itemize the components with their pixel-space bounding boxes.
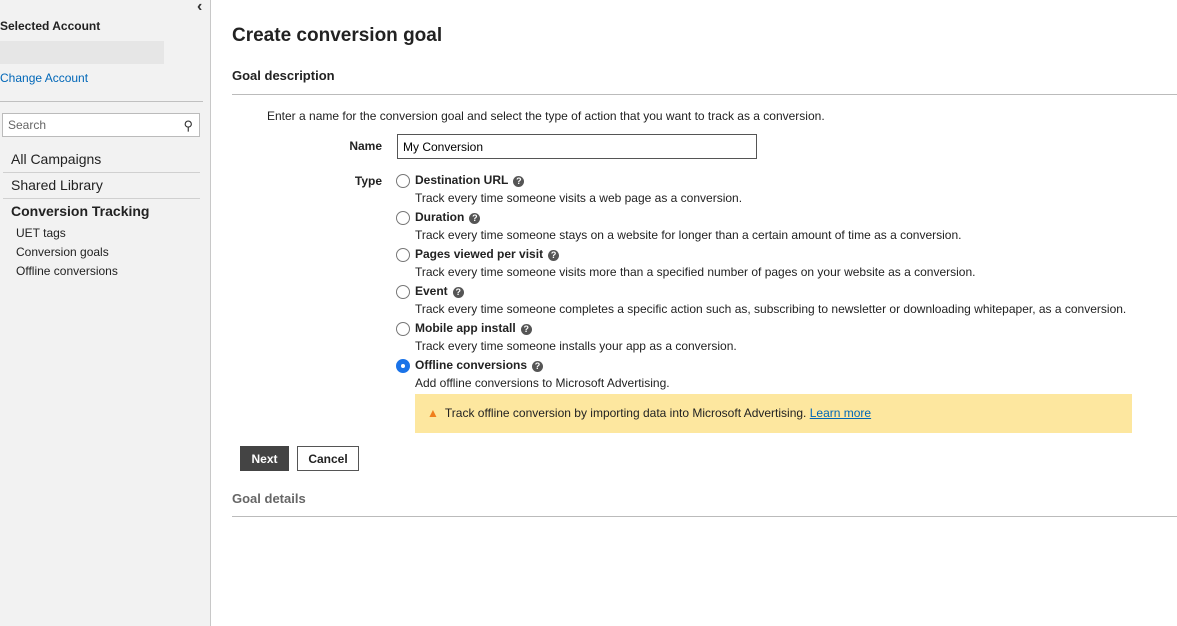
goal-description-heading: Goal description [232,68,335,83]
divider [0,101,203,102]
collapse-chevron-icon[interactable]: ‹ [197,0,203,15]
help-icon[interactable]: ? [453,287,464,298]
nav-uet-tags[interactable]: UET tags [16,226,66,240]
option-label[interactable] [415,173,524,187]
radio-button[interactable] [396,211,410,225]
radio-button[interactable] [396,174,410,188]
type-label: Type [354,174,382,188]
option-description: Track every time someone stays on a website for longer than a certain amount of time as a conversion. [415,228,962,242]
divider [232,516,1177,517]
option-description: Track every time someone installs your app as a conversion. [415,339,737,353]
option-label-text: Event [415,284,448,298]
option-label[interactable] [415,321,532,335]
radio-button[interactable] [396,359,410,373]
instructions: Enter a name for the conversion goal and select the type of action that you want to track as a conversion. [267,109,825,123]
divider [3,198,200,199]
cancel-button[interactable]: Cancel [297,446,359,471]
option-label-text: Destination URL [415,173,509,187]
account-name-placeholder [0,41,164,64]
search-placeholder: Search [8,118,47,132]
option-description: Track every time someone visits a web page as a conversion. [415,191,743,205]
selected-account-label: Selected Account [0,19,101,33]
option-label[interactable] [415,247,559,261]
sidebar [0,0,211,626]
option-label[interactable] [415,210,480,224]
divider [3,172,200,173]
option-description: Add offline conversions to Microsoft Advertising. [415,376,670,390]
radio-button[interactable] [396,248,410,262]
help-icon[interactable]: ? [532,361,543,372]
radio-button[interactable] [396,285,410,299]
nav-shared-library[interactable]: Shared Library [11,177,103,193]
warning-banner [415,394,1132,433]
option-label-text: Pages viewed per visit [415,247,544,261]
learn-more-link[interactable]: Learn more [809,406,872,420]
divider [232,94,1177,95]
option-label-text: Duration [415,210,465,224]
name-label: Name [349,139,382,153]
help-icon[interactable]: ? [548,250,559,261]
nav-conversion-tracking[interactable]: Conversion Tracking [11,203,150,219]
search-input[interactable] [2,113,200,137]
goal-details-heading: Goal details [232,491,306,506]
next-button[interactable]: Next [240,446,289,471]
option-label-text: Mobile app install [415,321,516,335]
option-description: Track every time someone visits more than a specified number of pages on your website as a conversion. [415,265,976,279]
option-label[interactable] [415,358,543,372]
radio-button[interactable] [396,322,410,336]
help-icon[interactable]: ? [521,324,532,335]
name-input[interactable] [397,134,757,159]
nav-conversion-goals[interactable]: Conversion goals [16,245,109,259]
help-icon[interactable]: ? [513,176,524,187]
option-label[interactable] [415,284,464,298]
change-account-link[interactable]: Change Account [0,71,89,85]
page-title: Create conversion goal [232,25,443,46]
help-icon[interactable]: ? [469,213,480,224]
nav-all-campaigns[interactable]: All Campaigns [11,151,102,167]
nav-offline-conversions[interactable]: Offline conversions [16,264,118,278]
option-label-text: Offline conversions [415,358,528,372]
option-description: Track every time someone completes a specific action such as, subscribing to newsletter or downloading whitepaper, as a conversion. [415,302,1127,316]
warning-icon: ▲ [427,406,439,420]
search-icon[interactable]: ⚲ [183,118,193,133]
warning-text: Track offline conversion by importing data into Microsoft Advertising. [444,406,807,420]
